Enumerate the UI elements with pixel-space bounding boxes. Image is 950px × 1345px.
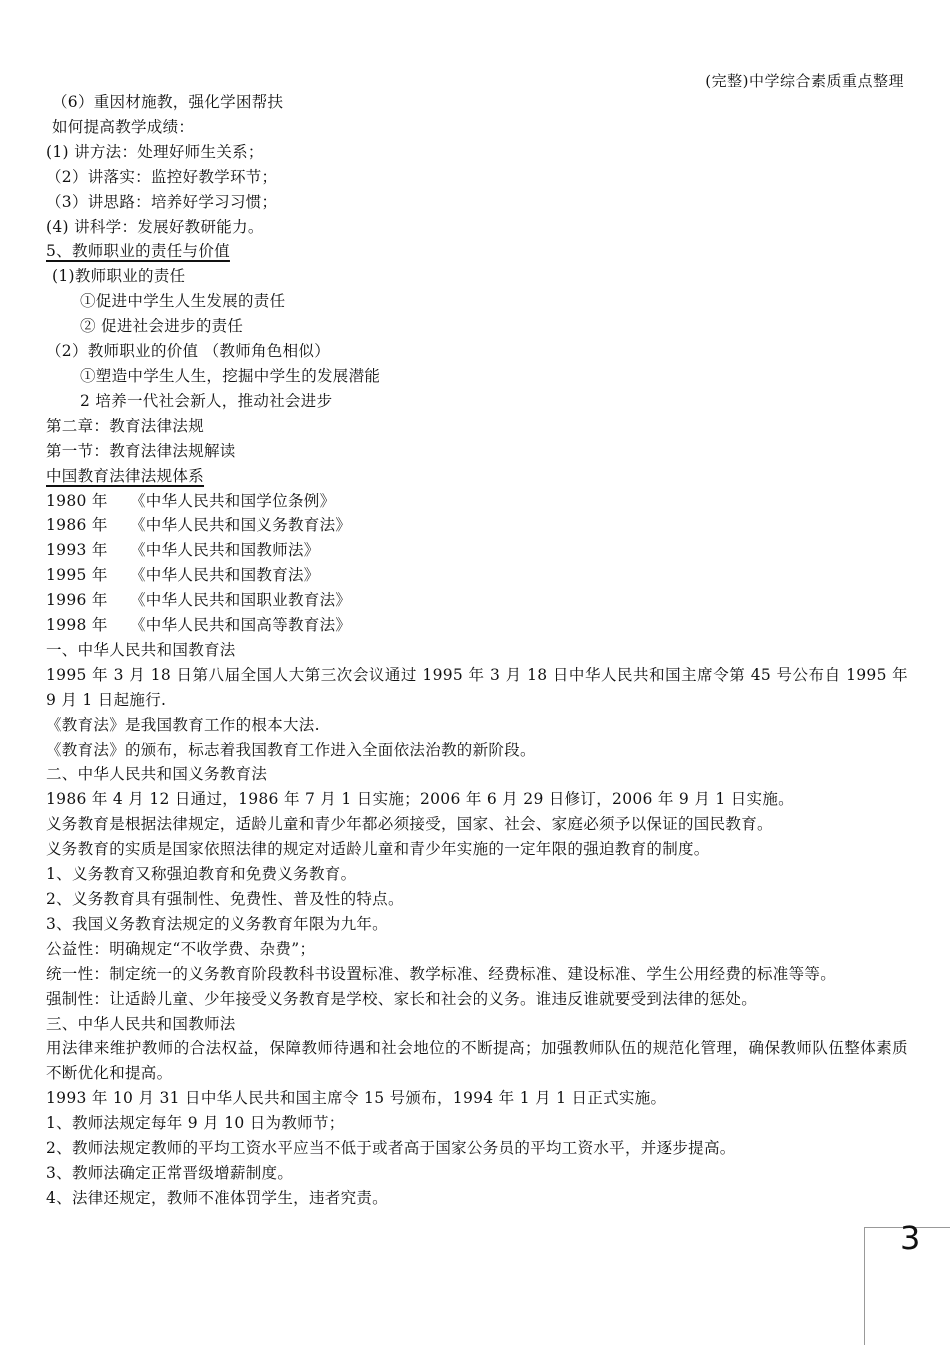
list-item: 3、教师法确定正常晋级增薪制度。 <box>46 1163 294 1182</box>
document-body <box>46 90 908 1211</box>
list-item: 1、教师法规定每年 9 月 10 日为教师节； <box>46 1114 345 1133</box>
section-heading: 三、中华人民共和国教师法 <box>46 1014 236 1033</box>
text-line: ①促进中学生人生发展的责任 <box>80 292 286 311</box>
text-line: 2 培养一代社会新人，推动社会进步 <box>80 391 333 410</box>
list-item: 1、义务教育又称强迫教育和免费义务教育。 <box>46 865 357 884</box>
text-line: (4) 讲科学：发展好教研能力。 <box>46 217 264 236</box>
law-name: 《中华人民共和国教师法》 <box>130 541 320 560</box>
law-year: 1996 年 <box>46 591 108 610</box>
text-line: （6）重因材施教，强化学困帮扶 <box>52 93 284 111</box>
text-line: (1) 讲方法：处理好师生关系； <box>46 142 264 161</box>
text-line: 1986 年 4 月 12 日通过，1986 年 7 月 1 日实施；2006 年 6 月 29 日修订，2006 年 9 月 1 日实施。 <box>46 790 794 809</box>
law-row <box>46 489 908 514</box>
text-line: ② 促进社会进步的责任 <box>80 317 244 336</box>
section-heading: 中国教育法律法规体系 <box>46 466 205 485</box>
law-name: 《中华人民共和国职业教育法》 <box>130 591 352 610</box>
law-name: 《中华人民共和国学位条例》 <box>130 491 336 510</box>
law-row <box>46 538 908 563</box>
text-line: 如何提高教学成绩： <box>52 117 195 136</box>
text-line: ①塑造中学生人生，挖掘中学生的发展潜能 <box>80 366 381 385</box>
law-row <box>46 563 908 588</box>
law-year: 1998 年 <box>46 616 108 635</box>
section-heading: 5、教师职业的责任与价值 <box>46 242 230 261</box>
law-year: 1980 年 <box>46 491 108 510</box>
term-label: 强制性： <box>46 989 110 1008</box>
term-label: 公益性： <box>46 939 110 958</box>
definition-uniformity <box>46 962 908 987</box>
law-year: 1995 年 <box>46 566 108 585</box>
law-row <box>46 513 908 538</box>
law-row <box>46 588 908 613</box>
text-line: （3）讲思路：培养好学习习惯； <box>46 192 278 211</box>
text-line: 义务教育是根据法律规定，适龄儿童和青少年都必须接受，国家、社会、家庭必须予以保证的国民教育。 <box>46 815 773 834</box>
text-line: 《教育法》是我国教育工作的根本大法. <box>46 715 320 734</box>
term-label: 统一性： <box>46 964 110 983</box>
section-title: 第一节：教育法律法规解读 <box>46 441 236 460</box>
law-year: 1986 年 <box>46 516 108 535</box>
paragraph: 用法律来维护教师的合法权益，保障教师待遇和社会地位的不断提高；加强教师队伍的规范化管理，确保教师队伍整体素质不断优化和提高。 <box>46 1039 908 1083</box>
text-line: (1)教师职业的责任 <box>52 267 186 286</box>
law-name: 《中华人民共和国义务教育法》 <box>130 516 352 535</box>
list-item: 3、我国义务教育法规定的义务教育年限为九年。 <box>46 914 388 933</box>
paragraph: 1995 年 3 月 18 日第八届全国人大第三次会议通过 1995 年 3 月 18 日中华人民共和国主席令第 45 号公布自 1995 年 9 月 1 日起施行. <box>46 665 908 709</box>
text-line: （2）讲落实：监控好教学环节； <box>46 167 278 186</box>
text-line: 《教育法》的颁布，标志着我国教育工作进入全面依法治教的新阶段。 <box>46 740 536 759</box>
chapter-title: 第二章：教育法律法规 <box>46 416 205 435</box>
list-item: 2、教师法规定教师的平均工资水平应当不低于或者高于国家公务员的平均工资水平，并逐步提高。 <box>46 1139 736 1158</box>
text-line: 义务教育的实质是国家依照法律的规定对适龄儿童和青少年实施的一定年限的强迫教育的制度。 <box>46 840 710 859</box>
text-line: 1993 年 10 月 31 日中华人民共和国主席令 15 号颁布，1994 年 1 月 1 日正式实施。 <box>46 1089 667 1108</box>
list-item: 2、义务教育具有强制性、免费性、普及性的特点。 <box>46 890 404 908</box>
law-row <box>46 613 908 638</box>
law-name: 《中华人民共和国高等教育法》 <box>130 616 352 635</box>
page-header: (完整)中学综合素质重点整理 <box>705 72 904 90</box>
section-heading: 二、中华人民共和国义务教育法 <box>46 765 268 784</box>
definition-compulsion <box>46 987 908 1012</box>
section-heading: 一、中华人民共和国教育法 <box>46 640 236 659</box>
term-text: 制定统一的义务教育阶段教科书设置标准、教学标准、经费标准、建设标准、学生公用经费的标准等等。 <box>109 964 837 983</box>
law-name: 《中华人民共和国教育法》 <box>130 566 320 585</box>
term-text: 明确规定“不收学费、杂费”； <box>109 939 316 958</box>
page-number: 3 <box>900 1219 921 1257</box>
text-line: （2）教师职业的价值 （教师角色相似） <box>46 342 330 361</box>
term-text: 让适龄儿童、少年接受义务教育是学校、家长和社会的义务。谁违反谁就要受到法律的惩处。 <box>109 989 758 1008</box>
law-year: 1993 年 <box>46 541 108 560</box>
definition-public-welfare <box>46 937 908 962</box>
list-item: 4、法律还规定，教师不准体罚学生，违者究责。 <box>46 1188 388 1207</box>
